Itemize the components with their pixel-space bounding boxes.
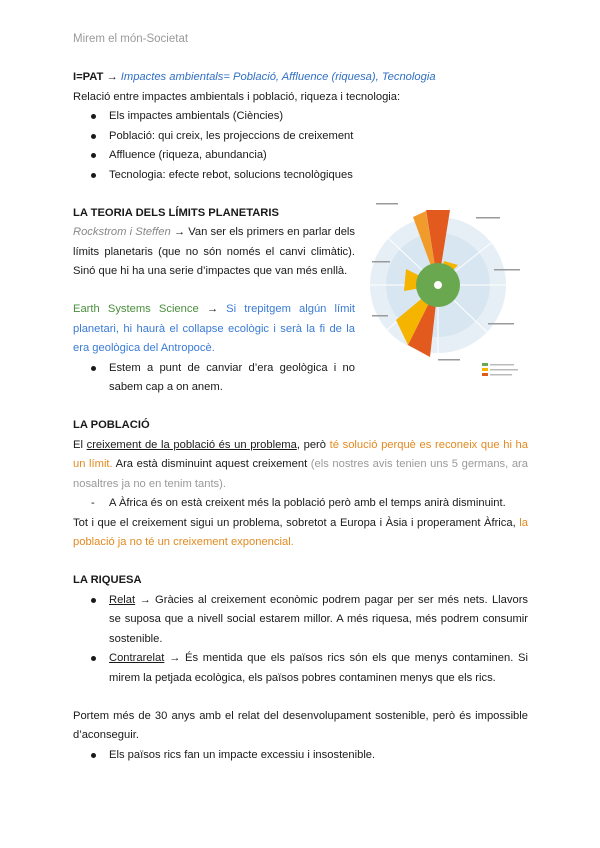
limits-authors: Rockstrom i Steffen: [73, 226, 171, 239]
page-header: Mirem el món-Societat: [73, 33, 189, 45]
closing-paragraph: Portem més de 30 anys amb el relat del desenvolupament sostenible, però és impossible d’aconseguir.: [73, 709, 528, 742]
planetary-boundaries-figure: [368, 195, 530, 380]
arrow: →: [139, 593, 151, 606]
limits-list: [73, 359, 355, 398]
ipat-label: I=PAT: [73, 71, 104, 83]
text-run: , però: [296, 438, 330, 451]
ipat-line: [73, 68, 528, 88]
poblacio-paragraph: [73, 436, 528, 495]
item-text: Gràcies al creixement econòmic podrem pagar per ser més nets. Llavors se suposa que a nivell social estarem millor. A més riquesa, més podrem consumir sostenible.: [109, 593, 529, 645]
limits-text: Van ser els primers en parlar dels límits planetaris (que no són només el canvi climàtic). Sinó que hi ha una serie d’impactes que van més enllà.: [73, 226, 355, 278]
closing-list: [73, 746, 528, 766]
legend-swatch-green: [482, 363, 488, 366]
underlined-text: creixement de la població és un problema: [86, 438, 297, 451]
highlight-text: la població ja no té un creixement exponencial.: [73, 516, 528, 549]
text-run: Tot i que el creixement sigui un problema, sobretot a Europa i Àsia i properament Àfrica,: [73, 516, 520, 529]
arrow: →: [106, 71, 118, 83]
center-dot: [434, 281, 442, 289]
dash-text: A Àfrica és on està creixent més la població però amb el temps anirà disminuint.: [109, 497, 506, 510]
item-label: Contrarelat: [109, 652, 165, 665]
ipat-list: [73, 107, 528, 185]
section-heading-limits: LA TEORIA DELS LÍMITS PLANETARIS: [73, 206, 279, 219]
riquesa-list: [73, 591, 528, 689]
section-heading-poblacio: LA POBLACIÓ: [73, 418, 150, 431]
list-item: [73, 649, 528, 688]
arrow: →: [173, 226, 186, 239]
list-item: Els països rics fan un impacte excessiu i insostenible.: [73, 746, 528, 766]
text-run: El: [73, 438, 87, 451]
item-label: Relat: [109, 593, 136, 606]
ess-paragraph: [73, 300, 355, 359]
text-run: Ara està disminuint aquest creixement: [112, 458, 311, 471]
legend-swatch-yellow: [482, 368, 488, 371]
ess-text: Si trepitgem algún límit planetari, hi haurà el collapse ecològic i serà la fi de la era geològica del Antropocè.: [73, 302, 356, 355]
legend-lines: [490, 364, 518, 376]
aside-text: (els nostres avis tenien uns 5 germans, ara nosaltres ja no en tenim tants).: [73, 458, 528, 490]
planetary-boundaries-diagram: [368, 195, 530, 380]
highlight-text: té solució perquè es reconeix que hi ha un límit.: [73, 438, 529, 471]
list-item: [73, 591, 528, 650]
list-item: Població: qui creix, les projeccions de creixement: [73, 127, 528, 147]
list-item: Els impactes ambientals (Ciències): [73, 107, 528, 127]
document-body: [73, 68, 528, 765]
ipat-formula: Impactes ambientals= Població, Affluence (riquesa), Tecnologia: [120, 71, 436, 83]
section-heading-riquesa: LA RIQUESA: [73, 574, 142, 587]
legend-swatch-red: [482, 373, 488, 376]
poblacio-paragraph-2: [73, 514, 528, 553]
list-item: Estem a punt de canviar d’era geològica i no sabem cap a on anem.: [73, 359, 355, 398]
arrow: →: [169, 652, 181, 665]
dash-item: [73, 494, 528, 514]
arrow: →: [206, 302, 219, 315]
ipat-intro: Relació entre impactes ambientals i població, riqueza i tecnologia:: [73, 90, 401, 103]
list-item: Affluence (riqueza, abundancia): [73, 146, 528, 166]
limits-paragraph: [73, 223, 355, 282]
item-text: És mentida que els països rics són els que menys contaminen. Si mirem la petjada ecològica, els països pobres contaminen menys que els rics.: [109, 652, 529, 685]
ess-label: Earth Systems Science: [73, 302, 199, 315]
dash-marker: -: [91, 497, 95, 510]
list-item: Tecnologia: efecte rebot, solucions tecnològiques: [73, 166, 528, 186]
